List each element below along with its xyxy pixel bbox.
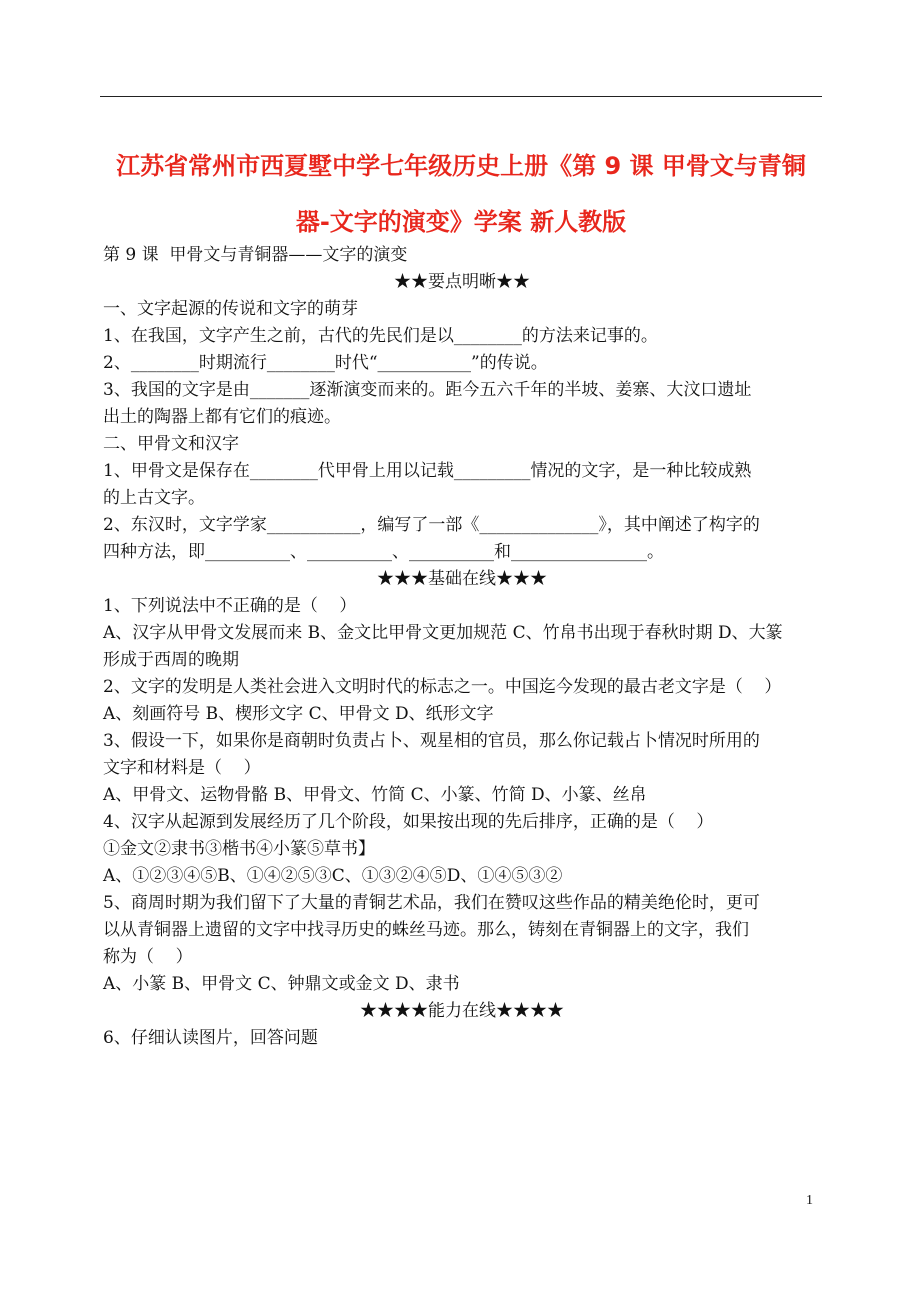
fill-blank-question: 2、________时期流行________时代“___________”的传说。 (103, 353, 548, 373)
answer-options: A、①②③④⑤B、①④②⑤③C、①③②④⑤D、①④⑤③② (103, 866, 563, 886)
answer-options: A、汉字从甲骨文发展而来 B、金文比甲骨文更加规范 C、竹帛书出现于春秋时期 D、大篆 (103, 623, 783, 643)
page-number: 1 (806, 1193, 813, 1208)
fill-blank-question: 3、我国的文字是由_______逐渐演变而来的。距今五六千年的半坡、姜寨、大汶口遗址 (103, 380, 752, 400)
question-continuation: 的上古文字。 (103, 488, 205, 508)
answer-options: A、刻画符号 B、楔形文字 C、甲骨文 D、纸形文字 (103, 704, 494, 724)
fill-blank-question: 2、东汉时，文字学家___________，编写了一部《______________》，其中阐述了构字的 (103, 515, 760, 535)
title-line-2: 器-文字的演变》学案 新人教版 (295, 208, 627, 236)
title-line-1: 江苏省常州市西夏墅中学七年级历史上册《第 9 课 甲骨文与青铜 (116, 152, 806, 180)
question-continuation: 出土的陶器上都有它们的痕迹。 (103, 407, 341, 427)
section-banner-ability: ★★★★能力在线★★★★ (360, 1001, 564, 1021)
fill-blank-question: 1、在我国，文字产生之前，古代的先民们是以________的方法来记事的。 (103, 326, 658, 346)
document-body (103, 242, 821, 1052)
question-continuation: ①金文②隶书③楷书④小篆⑤草书】 (103, 839, 375, 859)
open-question: 6、仔细认读图片，回答问题 (103, 1028, 318, 1048)
multiple-choice-question: 1、下列说法中不正确的是（ ） (103, 596, 357, 616)
question-continuation: 文字和材料是（ ） (103, 758, 261, 778)
lesson-heading: 第 9 课 甲骨文与青铜器——文字的演变 (103, 245, 408, 265)
section-heading: 二、甲骨文和汉字 (103, 434, 239, 454)
section-banner-key-points: ★★要点明晰★★ (394, 272, 530, 292)
document-title (100, 138, 822, 250)
fill-blank-question: 1、甲骨文是保存在________代甲骨上用以记载_________情况的文字，是一种比较成熟 (103, 461, 752, 481)
question-continuation: 以从青铜器上遗留的文字中找寻历史的蛛丝马迹。那么，铸刻在青铜器上的文字，我们 (103, 920, 749, 940)
question-continuation: 四种方法，即__________、__________、__________和________________。 (103, 542, 664, 562)
header-rule (100, 96, 822, 97)
answer-options: A、甲骨文、运物骨骼 B、甲骨文、竹简 C、小篆、竹简 D、小篆、丝帛 (103, 785, 647, 805)
multiple-choice-question: 2、文字的发明是人类社会进入文明时代的标志之一。中国迄今发现的最古老文字是（ ） (103, 677, 782, 697)
question-continuation: 称为（ ） (103, 947, 193, 967)
section-banner-basics: ★★★基础在线★★★ (377, 569, 547, 589)
multiple-choice-question: 4、汉字从起源到发展经历了几个阶段，如果按出现的先后排序，正确的是（ ） (103, 812, 714, 832)
multiple-choice-question: 3、假设一下，如果你是商朝时负责占卜、观星相的官员，那么你记载占卜情况时所用的 (103, 731, 760, 751)
answer-options: A、小篆 B、甲骨文 C、钟鼎文或金文 D、隶书 (103, 974, 460, 994)
section-heading: 一、文字起源的传说和文字的萌芽 (103, 299, 358, 319)
multiple-choice-question: 5、商周时期为我们留下了大量的青铜艺术品，我们在赞叹这些作品的精美绝伦时，更可 (103, 893, 760, 913)
answer-options: 形成于西周的晚期 (103, 650, 239, 670)
